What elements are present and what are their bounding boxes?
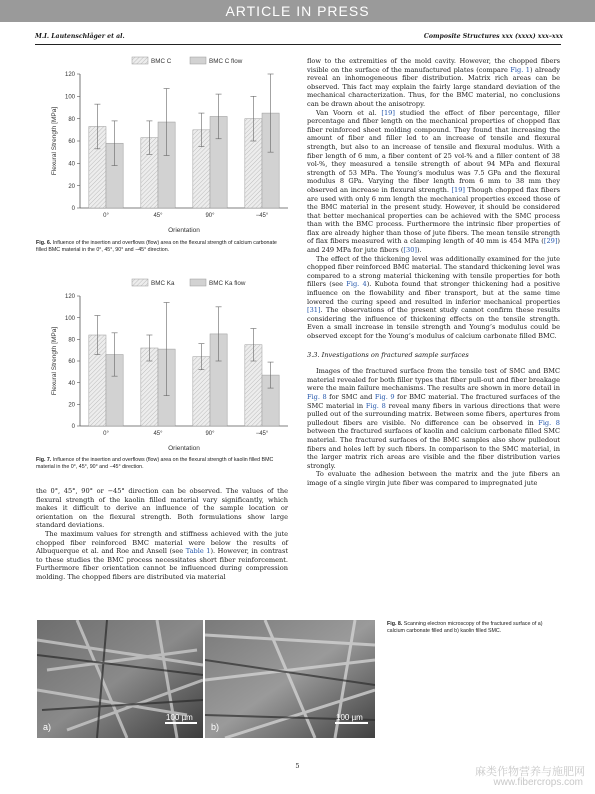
text-span: . The observations of the present study cannot confirm these results considering the influence of thickening effects on the tensile strength. Even a small increase in tensile strength and Young’s modulus could be observed except for the Young’s modulus of calcium carbonate filled BMC.	[307, 306, 560, 340]
y-tick-label: 120	[64, 72, 75, 79]
x-axis-label: Orientation	[168, 227, 200, 234]
y-tick-label: 40	[68, 161, 75, 168]
figure-6-caption	[36, 240, 288, 254]
figure-7-caption	[36, 457, 288, 471]
figure-8-panel-b	[205, 620, 375, 738]
right-column-text	[307, 57, 560, 488]
y-tick-label: 40	[68, 380, 75, 387]
y-tick-label: 120	[64, 294, 75, 301]
figure-6-chart	[38, 52, 300, 236]
figure-8-panel-a	[37, 620, 203, 738]
fig-8-link[interactable]: Fig. 8	[307, 392, 327, 401]
figure-8-caption-text: Scanning electron microscopy of the fractured surface of a) calcium carbonate filled and b) kaolin filled SMC.	[387, 621, 543, 634]
y-tick-label: 100	[64, 94, 75, 101]
y-axis-label: Flexural Strength [MPa]	[51, 106, 58, 176]
y-tick-label: 80	[68, 116, 75, 123]
ref-19-link[interactable]: [19]	[451, 185, 465, 194]
x-tick-label: 0°	[103, 431, 109, 437]
legend-swatch	[132, 279, 148, 286]
y-tick-label: 60	[68, 359, 75, 366]
left-paragraph-1: the 0°, 45°, 90° or −45° direction can be observed. The values of the flexural strength of the kaolin filled material vary significantly, which makes it difficult to derive an influence of the sample location or orientation on the flexural strength. Both formulations show large standard deviations.	[36, 487, 288, 530]
x-tick-label: −45°	[255, 431, 269, 437]
figure-7-caption-text: Influence of the insertion and overflows (flow) area on the flexural strength of kaolin filled BMC material in the 0°, 45°, 90° and −45° direction.	[36, 457, 274, 470]
panel-b-label: b)	[211, 722, 220, 732]
left-column-text	[36, 487, 288, 582]
page-number: 5	[295, 762, 300, 770]
x-tick-label: 90°	[205, 431, 215, 437]
text-span: reveal many fibers in various directions that were pulled out of the surrounding matrix. Between some fibers, apertures from pulledout fibers are visible. No difference can be observed in	[307, 401, 561, 427]
article-in-press-banner: ARTICLE IN PRESS	[0, 0, 595, 22]
text-span: between the fractured surfaces of kaolin and calcium carbonate filled SMC material. The fractured surfaces of the BMC samples also show pulledout fibers and holes left by such fibers. In comparison to the SMC material, in the larger matrix rich areas are visible and the fiber distribution varies strongly.	[307, 427, 560, 470]
header-rule	[35, 44, 561, 45]
right-paragraph-5: To evaluate the adhesion between the matrix and the jute fibers an image of a single virgin jute fiber was compared to impregnated jute	[307, 470, 560, 487]
figure-7-caption-label: Fig. 7.	[36, 457, 52, 463]
table-1-link[interactable]: Table 1	[185, 547, 211, 556]
text-span: ) and 249 MPa for jute fibers (	[307, 237, 560, 255]
text-span: Van Voorn et al.	[316, 108, 382, 117]
x-tick-label: 0°	[103, 213, 109, 219]
x-tick-label: −45°	[255, 213, 269, 219]
fig-8-link[interactable]: Fig. 8	[365, 401, 386, 410]
y-tick-label: 100	[64, 315, 75, 322]
text-span: The maximum values for strength and stiffness achieved with the jute chopped fiber reinforced BMC material were below the results of Albuquerque et al. and Roe and Ansell (see	[36, 529, 288, 556]
text-span: studied the effect of fiber percentage, filler percentage and fiber length on the mechanical properties of chopped flax fiber reinforced sheet molding compound. They found that increasing the amount of fiber and filler led to an increase of tensile and flexural strength, but also to an increase of tensile and flexural modulus. With a fiber length of 6 mm, a fiber content of 25 vol-% and a filler content of 38 vol-%, they measured a tensile strength of about 94 MPa and flexural strength of 53 MPa. The Young’s modulus was 7.5 GPa and the flexural modulus 8 GPa. Varying the fiber length from 6 mm to 38 mm they observed an increase in flexural strength.	[307, 108, 560, 194]
x-axis-label: Orientation	[168, 445, 200, 452]
figure-6-caption-label: Fig. 6.	[36, 240, 52, 246]
figure-6-caption-text: Influence of the insertion and overflows (flow) area on the flexural strength of calcium carbonate filled BMC material in the 0°, 45°, 90° and −45° direction.	[36, 240, 277, 253]
legend-swatch	[132, 57, 148, 64]
x-tick-label: 90°	[205, 213, 215, 219]
running-header-authors: M.I. Lautenschläger et al.	[35, 33, 125, 40]
figure-8-caption	[387, 621, 560, 635]
y-tick-label: 0	[71, 424, 75, 431]
fig-9-link[interactable]: Fig. 9	[374, 392, 395, 401]
ref-29-link[interactable]: [29]	[543, 237, 558, 246]
text-span: ). However, in contrast to these studies the BMC process necessitates short fiber reinforcement. Furthermore fiber orientation cannot be influenced during compression molding. The chopped fibers are distributed via material	[36, 547, 289, 581]
ref-30-link[interactable]: [30]	[403, 246, 417, 255]
ref-19-link[interactable]: [19]	[381, 108, 395, 117]
left-paragraph-2	[36, 530, 288, 582]
sem-image-b	[205, 620, 375, 738]
legend-label: BMC Ka flow	[209, 280, 246, 287]
figure-8-caption-label: Fig. 8.	[387, 621, 403, 627]
figure-7-chart	[38, 274, 300, 454]
y-tick-label: 60	[68, 139, 75, 146]
x-tick-label: 45°	[153, 213, 163, 219]
legend-swatch	[190, 279, 206, 286]
watermark-url: www.fibercrops.com	[493, 777, 583, 788]
watermark-text: 麻类作物营养与施肥网	[475, 766, 585, 778]
sem-image-a	[37, 620, 203, 738]
y-tick-label: 20	[68, 402, 75, 409]
text-span: flow to the extremities of the mold cavity. However, the chopped fibers visible on the surface of the manufactured plates (compare	[307, 57, 560, 74]
scale-label: 100 µm	[336, 713, 363, 722]
text-span: ).	[416, 246, 422, 255]
y-tick-label: 80	[68, 337, 75, 344]
legend-label: BMC C	[151, 58, 172, 65]
legend-label: BMC Ka	[151, 280, 175, 287]
text-span: ) already reveal an inhomogeneous fiber distribution. Matrix rich areas can be observed. This fact may explain the fairly large standard deviation of the mechanical characterization. Thus, for the BMC material, no conclusions can be drawn about the anisotropy.	[307, 65, 561, 108]
panel-a-label: a)	[43, 722, 52, 732]
right-paragraph-4	[307, 367, 560, 470]
fig-4-link[interactable]: Fig. 4	[346, 280, 367, 289]
text-span: ). Kubota found that stronger thickening had a positive influence on the flowability and fiber transport, but at the same time lowered the curing speed and resulted in inferior mechanical properties	[307, 280, 560, 306]
right-paragraph-1	[307, 57, 560, 109]
section-heading-3-3: 3.3. Investigations on fractured sample surfaces	[307, 350, 469, 359]
legend-label: BMC C flow	[209, 58, 243, 65]
y-tick-label: 20	[68, 183, 75, 190]
x-tick-label: 45°	[153, 431, 163, 437]
right-paragraph-2	[307, 109, 560, 255]
running-header-journal: Composite Structures xxx (xxxx) xxx–xxx	[423, 33, 563, 40]
y-axis-label: Flexural Strength [MPa]	[51, 326, 58, 396]
scale-label: 100 µm	[166, 713, 193, 722]
text-span: Though chopped flax fibers are used with only 6 mm length the mechanical properties exceed those of the BMC material in the present study. However, it should be considered that better mechanical properties can be achieved with the SMC process than with the BMC process. Furthermore the intrinsic fiber properties of flax are already higher than those of jute fibers. The mean tensile strength of flax fibers measured with a clamping length of 40 mm is 454 MPa (	[307, 185, 560, 246]
text-span: for SMC and	[326, 392, 375, 401]
text-span: Images of the fractured surface from the tensile test of SMC and BMC material revealed for both filler types that fiber pull-out and fiber breakage were the main failure mechanisms. The results are shown in more detail in	[307, 367, 560, 393]
right-paragraph-3	[307, 255, 560, 341]
legend-swatch	[190, 57, 206, 64]
fig-1-link[interactable]: Fig. 1	[510, 65, 531, 74]
text-span: for BMC material. The fractured surfaces of the SMC material in	[307, 392, 560, 410]
y-tick-label: 0	[71, 206, 75, 213]
text-span: The effect of the thickening level was additionally examined for the jute chopped fiber reinforced BMC material. The standard thickening level was compared to a strong material thickening with tensile properties for both fillers (see	[307, 254, 560, 289]
ref-31-link[interactable]: [31]	[307, 306, 321, 315]
fig-8-link[interactable]: Fig. 8	[538, 418, 560, 427]
